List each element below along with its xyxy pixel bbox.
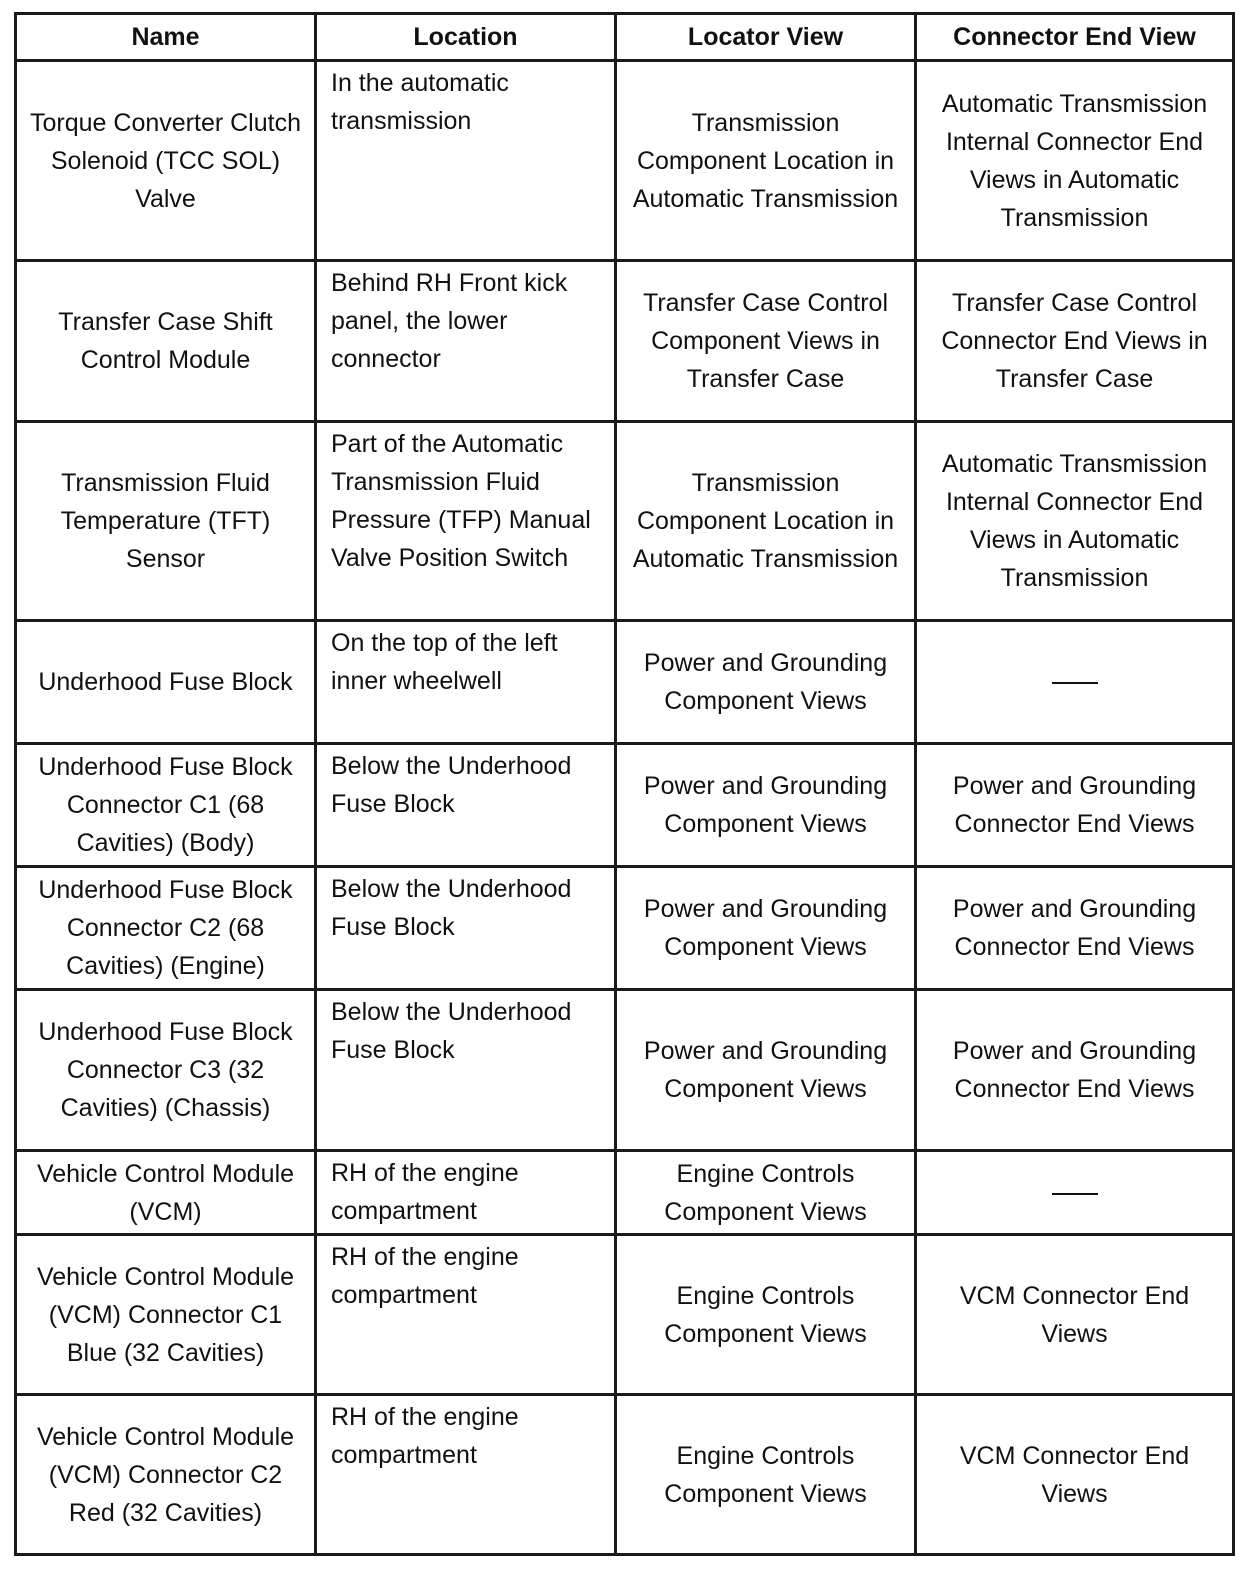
cell-name: Underhood Fuse Block (16, 621, 316, 744)
table-row (16, 867, 1234, 990)
header-location: Location (316, 14, 616, 61)
table-row (16, 1235, 1234, 1395)
table-row (16, 990, 1234, 1151)
cell-location: Below the Underhood Fuse Block (316, 990, 616, 1151)
table-row (16, 1395, 1234, 1555)
cell-connector-end-view: Power and Grounding Connector End Views (916, 867, 1234, 990)
cell-name: Vehicle Control Module (VCM) Connector C1 Blue (32 Cavities) (16, 1235, 316, 1395)
cell-name: Underhood Fuse Block Connector C3 (32 Cavities) (Chassis) (16, 990, 316, 1151)
cell-locator-view: Transmission Component Location in Automatic Transmission (616, 61, 916, 261)
cell-name: Vehicle Control Module (VCM) Connector C2 Red (32 Cavities) (16, 1395, 316, 1555)
cell-location: RH of the engine compartment (316, 1151, 616, 1235)
cell-connector-end-view: Automatic Transmission Internal Connector End Views in Automatic Transmission (916, 61, 1234, 261)
cell-locator-view: Power and Grounding Component Views (616, 744, 916, 867)
cell-location: Behind RH Front kick panel, the lower connector (316, 261, 616, 422)
table-body (16, 61, 1234, 1555)
table-row (16, 744, 1234, 867)
cell-locator-view: Engine Controls Component Views (616, 1235, 916, 1395)
cell-location: Below the Underhood Fuse Block (316, 744, 616, 867)
cell-locator-view: Transmission Component Location in Automatic Transmission (616, 422, 916, 621)
cell-name: Transfer Case Shift Control Module (16, 261, 316, 422)
header-locator-view: Locator View (616, 14, 916, 61)
header-connector-end-view: Connector End View (916, 14, 1234, 61)
cell-locator-view: Power and Grounding Component Views (616, 867, 916, 990)
cell-locator-view: Engine Controls Component Views (616, 1151, 916, 1235)
empty-dash (1052, 1193, 1098, 1195)
component-table-wrapper (14, 12, 1232, 1556)
cell-location: RH of the engine compartment (316, 1395, 616, 1555)
cell-name: Torque Converter Clutch Solenoid (TCC SOL) Valve (16, 61, 316, 261)
cell-connector-end-view: Transfer Case Control Connector End Views in Transfer Case (916, 261, 1234, 422)
cell-connector-end-view (916, 1151, 1234, 1235)
table-row (16, 1151, 1234, 1235)
cell-location: RH of the engine compartment (316, 1235, 616, 1395)
component-locator-table (14, 12, 1235, 1556)
empty-dash (1052, 682, 1098, 684)
cell-locator-view: Power and Grounding Component Views (616, 621, 916, 744)
cell-location: Below the Underhood Fuse Block (316, 867, 616, 990)
cell-name: Underhood Fuse Block Connector C2 (68 Cavities) (Engine) (16, 867, 316, 990)
table-row (16, 261, 1234, 422)
cell-connector-end-view: Power and Grounding Connector End Views (916, 990, 1234, 1151)
cell-connector-end-view: Automatic Transmission Internal Connector End Views in Automatic Transmission (916, 422, 1234, 621)
cell-name: Vehicle Control Module (VCM) (16, 1151, 316, 1235)
table-header-row (16, 14, 1234, 61)
table-row (16, 61, 1234, 261)
cell-connector-end-view: Power and Grounding Connector End Views (916, 744, 1234, 867)
table-row (16, 621, 1234, 744)
cell-location: In the automatic transmission (316, 61, 616, 261)
cell-locator-view: Power and Grounding Component Views (616, 990, 916, 1151)
cell-connector-end-view: VCM Connector End Views (916, 1395, 1234, 1555)
cell-locator-view: Engine Controls Component Views (616, 1395, 916, 1555)
header-name: Name (16, 14, 316, 61)
cell-location: Part of the Automatic Transmission Fluid Pressure (TFP) Manual Valve Position Switch (316, 422, 616, 621)
cell-connector-end-view: VCM Connector End Views (916, 1235, 1234, 1395)
cell-name: Underhood Fuse Block Connector C1 (68 Cavities) (Body) (16, 744, 316, 867)
cell-locator-view: Transfer Case Control Component Views in Transfer Case (616, 261, 916, 422)
cell-location: On the top of the left inner wheelwell (316, 621, 616, 744)
cell-connector-end-view (916, 621, 1234, 744)
cell-name: Transmission Fluid Temperature (TFT) Sensor (16, 422, 316, 621)
table-row (16, 422, 1234, 621)
